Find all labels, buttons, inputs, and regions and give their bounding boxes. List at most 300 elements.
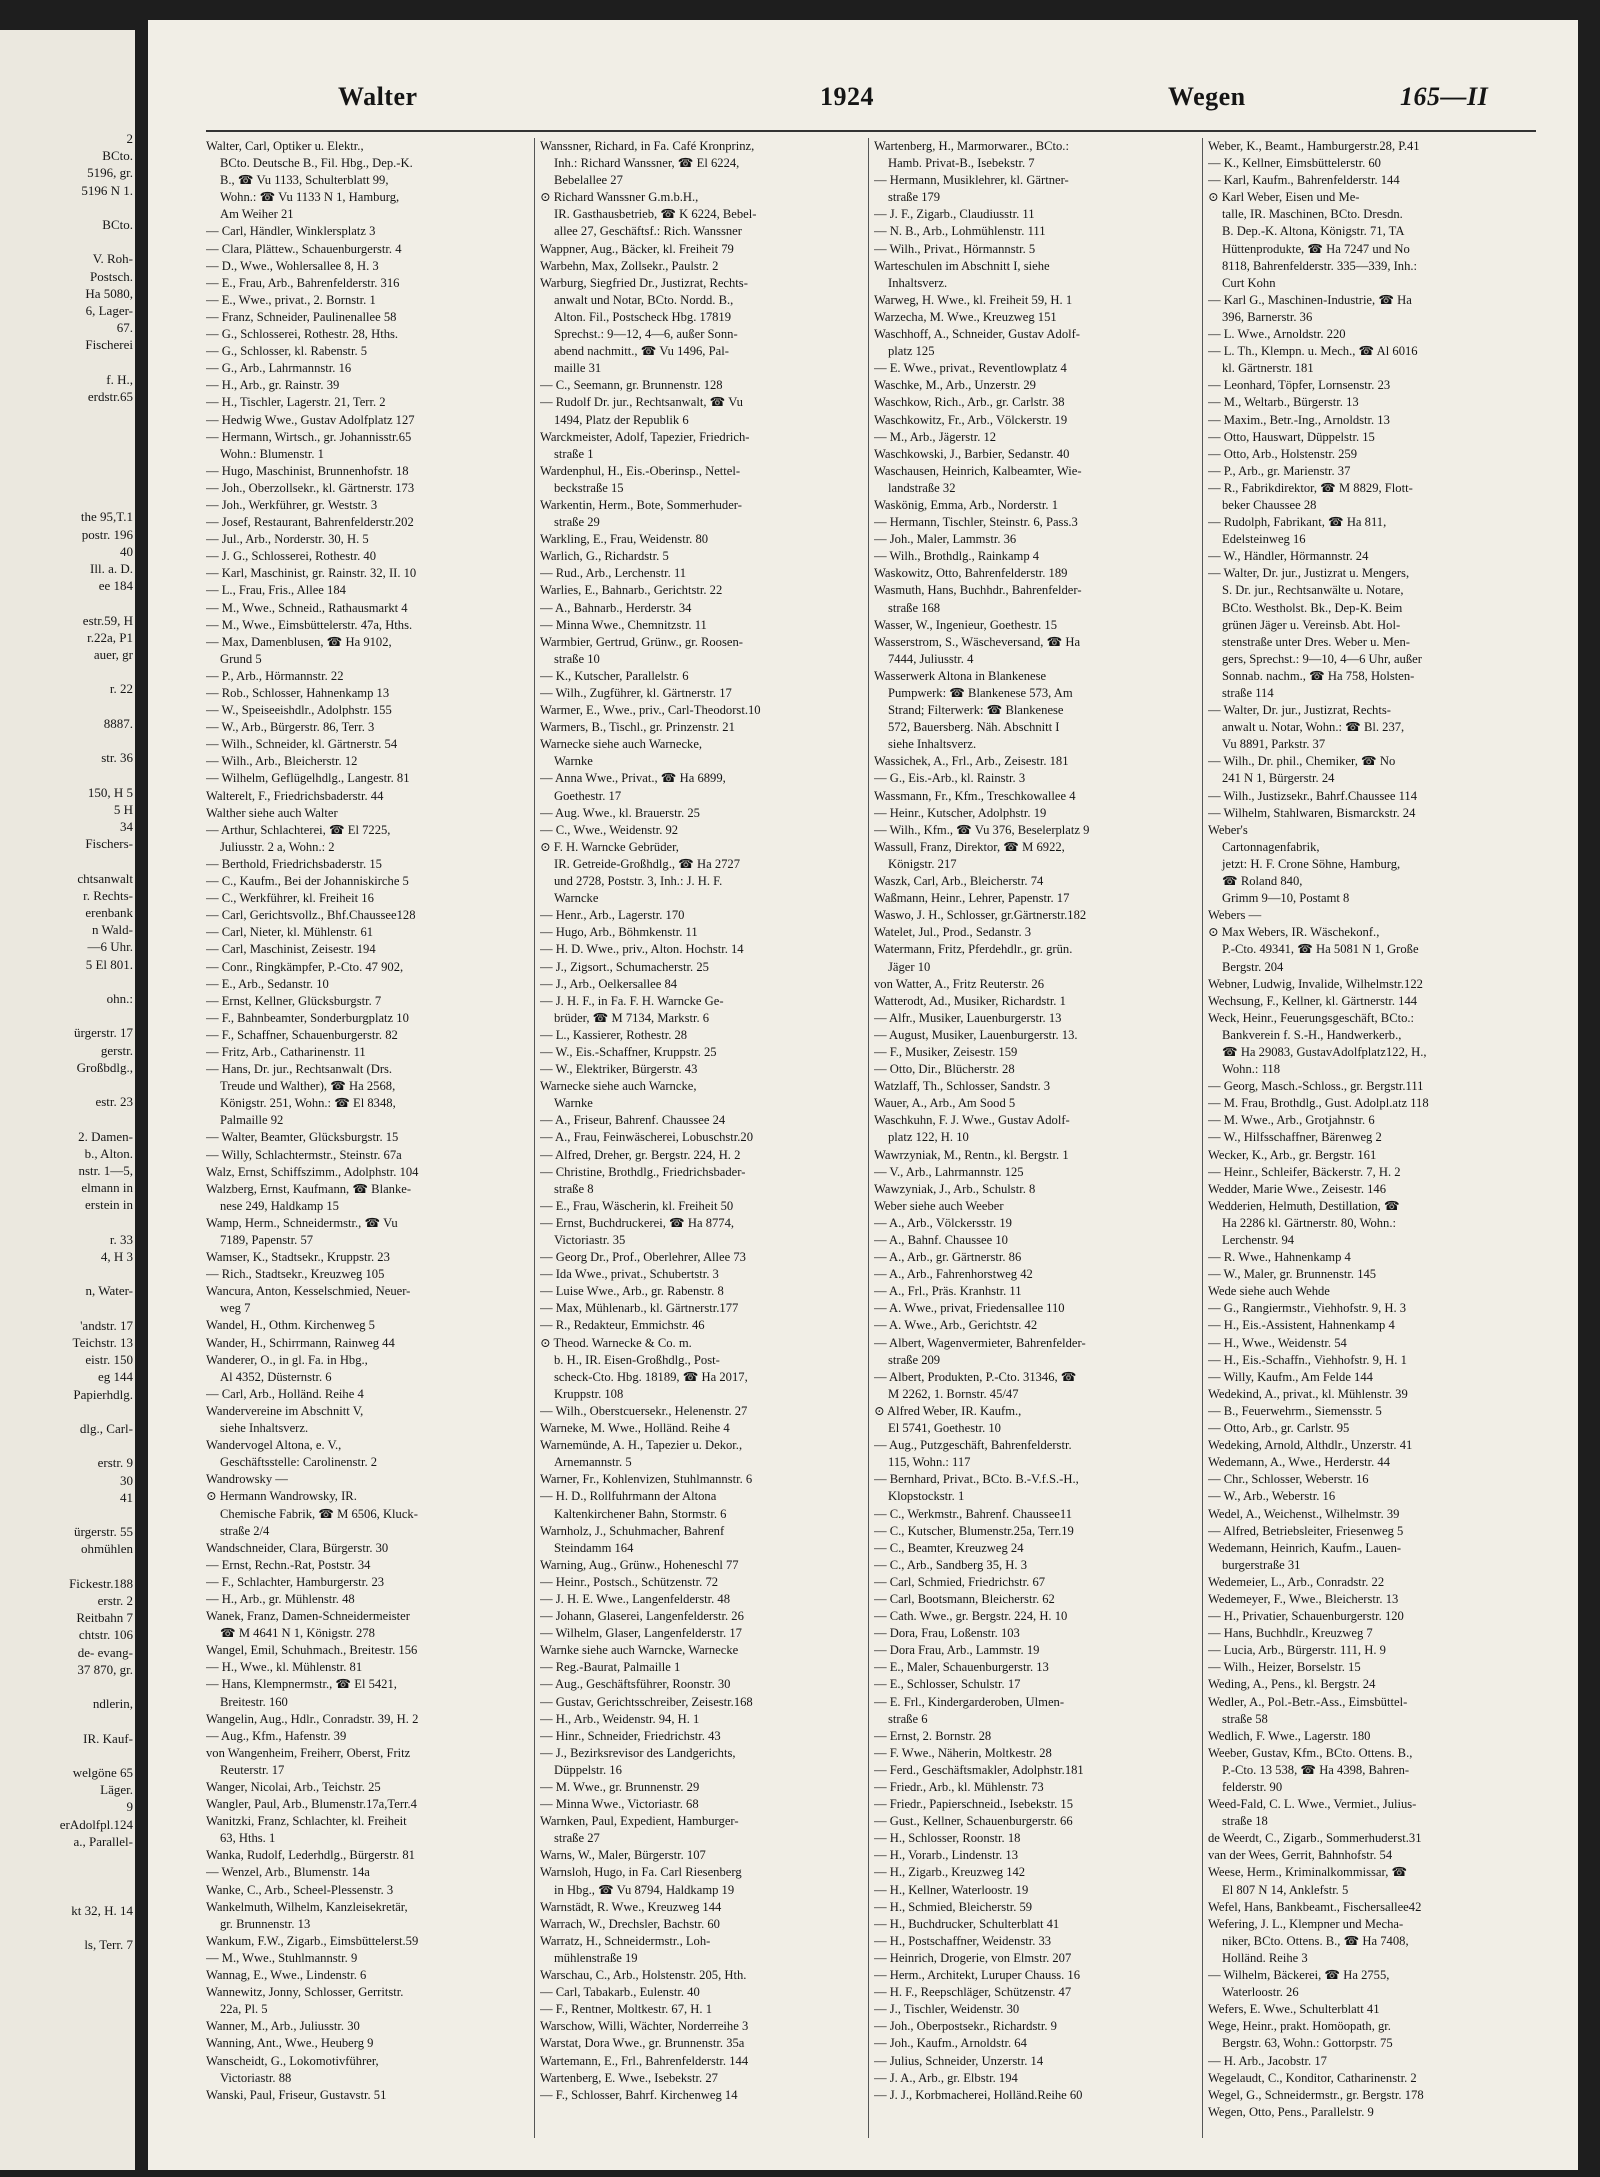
column-3 — [874, 138, 1196, 2138]
directory-entry: — H., Schlosser, Roonstr. 18 — [874, 1831, 1021, 1846]
directory-entry: — Luise Wwe., Arb., gr. Rabenstr. 8 — [540, 1284, 724, 1299]
directory-entry: — Reg.-Baurat, Palmaille 1 — [540, 1660, 681, 1675]
directory-entry: — Hans, Klempnermstr., ☎ El 5421, — [206, 1677, 397, 1692]
directory-entry: Warnholz, J., Schuhmacher, Bahrenf — [540, 1523, 725, 1538]
fragment-line: Teichstr. 13 — [72, 1335, 133, 1350]
directory-entry: Wasserwerk Altona in Blankenese — [874, 668, 1047, 683]
directory-entry: — F., Schlosser, Bahrf. Kirchenweg 14 — [540, 2087, 738, 2102]
directory-entry: — Carl, Nieter, kl. Mühlenstr. 61 — [206, 925, 374, 940]
directory-entry: Waterloostr. 26 — [1222, 1985, 1299, 2000]
directory-entry: — G., Eis.-Arb., kl. Rainstr. 3 — [874, 771, 1026, 786]
directory-entry: — Albert, Produkten, P.-Cto. 31346, ☎ — [874, 1369, 1077, 1384]
directory-entry: — Lucia, Arb., Bürgerstr. 111, H. 9 — [1208, 1643, 1386, 1658]
directory-entry: El 5741, Goethestr. 10 — [888, 1421, 1001, 1436]
directory-entry: — Rud., Arb., Lerchenstr. 11 — [540, 566, 687, 581]
directory-entry: — M. Frau, Brothdlg., Gust. Adolpl.atz 118 — [1208, 1096, 1429, 1111]
fragment-line: 8887. — [103, 715, 133, 731]
directory-entry: — Jul., Arb., Norderstr. 30, H. 5 — [206, 532, 369, 547]
page-number: 165—II — [1400, 82, 1489, 111]
directory-entry: — Rich., Stadtsekr., Kreuzweg 105 — [206, 1267, 385, 1282]
directory-entry: Wankelmuth, Wilhelm, Kanzleisekretär, — [206, 1899, 408, 1914]
fragment-line: 30 — [120, 1472, 133, 1488]
fragment-line: 40 — [120, 543, 133, 559]
directory-entry: — Chr., Schlosser, Weberstr. 16 — [1208, 1472, 1369, 1487]
directory-entry: scheck-Cto. Hbg. 18189, ☎ Ha 2017, — [554, 1369, 748, 1384]
directory-entry: Wannag, E., Wwe., Lindenstr. 6 — [206, 1968, 367, 1983]
directory-entry: — A., Friseur, Bahrenf. Chaussee 24 — [540, 1113, 726, 1128]
directory-entry: — Joh., Werkführer, gr. Weststr. 3 — [206, 497, 378, 512]
directory-entry: Wappner, Aug., Bäcker, kl. Freiheit 79 — [540, 241, 734, 256]
directory-entry: Klopstockstr. 1 — [888, 1489, 965, 1504]
column-divider — [1202, 138, 1203, 2138]
directory-entry: ⊙ Hermann Wandrowsky, IR. — [206, 1489, 357, 1504]
directory-entry: Watelet, Jul., Prod., Sedanstr. 3 — [874, 925, 1032, 940]
directory-entry: in Hbg., ☎ Vu 8794, Haldkamp 19 — [554, 1882, 735, 1897]
directory-entry: — H., Eis.-Schaffn., Viehhofstr. 9, H. 1 — [1208, 1352, 1407, 1367]
directory-entry: Weber, K., Beamt., Hamburgerstr.28, P.41 — [1208, 139, 1420, 153]
directory-entry: — Ernst, Rechn.-Rat, Poststr. 34 — [206, 1557, 371, 1572]
fragment-line: erstr. 9 — [97, 1455, 133, 1471]
fragment-line: n Wald- — [92, 922, 133, 938]
fragment-line: 37 870, gr. — [77, 1661, 133, 1677]
fragment-line: erAdolfpl.124 — [59, 1816, 133, 1832]
directory-entry: Wanski, Paul, Friseur, Gustavstr. 51 — [206, 2087, 387, 2102]
directory-entry: Wawrzyniak, M., Rentn., kl. Bergstr. 1 — [874, 1147, 1069, 1162]
directory-entry: Warnecke siehe auch Warnecke, — [540, 737, 703, 752]
directory-entry: — Wilh., Justizsekr., Bahrf.Chaussee 114 — [1208, 788, 1418, 803]
directory-entry: El 807 N 14, Anklefstr. 5 — [1222, 1882, 1349, 1897]
directory-entry: Bergstr. 63, Wohn.: Gottorpstr. 75 — [1222, 2036, 1393, 2051]
fragment-line: dlg., Carl- — [79, 1421, 133, 1436]
directory-entry: Grimm 9—10, Postamt 8 — [1222, 891, 1350, 906]
directory-entry: 7444, Juliusstr. 4 — [888, 651, 974, 666]
directory-entry: Wefel, Hans, Bankbeamt., Fischersallee42 — [1208, 1899, 1422, 1914]
directory-entry: — Wilhelm, Stahlwaren, Bismarckstr. 24 — [1208, 805, 1416, 820]
directory-entry: Warnsloh, Hugo, in Fa. Carl Riesenberg — [540, 1865, 742, 1880]
fragment-line: gerstr. — [100, 1042, 133, 1058]
directory-entry: Wanscheidt, G., Lokomotivführer, — [206, 2053, 379, 2068]
directory-entry: — Maxim., Betr.-Ing., Arnoldstr. 13 — [1208, 412, 1390, 427]
directory-entry: — Aug., Putzgeschäft, Bahrenfelderstr. — [874, 1438, 1072, 1453]
directory-entry: — Heinr., Schleifer, Bäckerstr. 7, H. 2 — [1208, 1164, 1401, 1179]
directory-entry: Wanger, Nicolai, Arb., Teichstr. 25 — [206, 1780, 381, 1794]
directory-entry: Wamser, K., Stadtsekr., Kruppstr. 23 — [206, 1250, 390, 1265]
fragment-line: chtstr. 106 — [78, 1627, 133, 1643]
fragment-line: Fickestr.188 — [69, 1575, 133, 1591]
directory-entry: 572, Bauersberg. Näh. Abschnitt I — [888, 720, 1060, 735]
directory-entry: Waskönig, Emma, Arb., Norderstr. 1 — [874, 497, 1059, 512]
directory-entry: — Hugo, Maschinist, Brunnenhofstr. 18 — [206, 463, 409, 478]
fragment-line: 34 — [120, 819, 133, 834]
directory-entry: — Walter, Dr. jur., Justizrat, Rechts- — [1208, 703, 1391, 718]
directory-entry: — H., Arb., Weidenstr. 94, H. 1 — [540, 1711, 700, 1726]
directory-entry: — Cath. Wwe., gr. Bergstr. 224, H. 10 — [874, 1609, 1068, 1624]
fragment-line: Ha 5080, — [85, 285, 133, 301]
directory-entry: Wedemann, Heinrich, Kaufm., Lauen- — [1208, 1540, 1402, 1555]
directory-entry: — Hermann, Musiklehrer, kl. Gärtner- — [874, 173, 1069, 188]
directory-entry: — E. Frl., Kindergarderoben, Ulmen- — [874, 1694, 1065, 1709]
directory-entry: Wanka, Rudolf, Lederhdlg., Bürgerstr. 81 — [206, 1848, 415, 1863]
directory-entry: — Hinr., Schneider, Friedrichstr. 43 — [540, 1728, 721, 1743]
directory-entry: und 2728, Poststr. 3, Inh.: J. H. F. — [554, 874, 723, 889]
directory-entry: Wedekind, A., privat., kl. Mühlenstr. 39 — [1208, 1386, 1408, 1401]
fragment-line: estr.59, H — [82, 612, 133, 628]
directory-entry: Waswo, J. H., Schlosser, gr.Gärtnerstr.182 — [874, 908, 1087, 923]
directory-entry: — C., Kutscher, Blumenstr.25a, Terr.19 — [874, 1523, 1074, 1538]
directory-entry: Warlich, G., Richardstr. 5 — [540, 549, 669, 564]
directory-entry: — M., Weltarb., Bürgerstr. 13 — [1208, 395, 1359, 410]
directory-entry: — H., Arb., gr. Mühlenstr. 48 — [206, 1591, 355, 1606]
directory-entry: — Berthold, Friedrichsbaderstr. 15 — [206, 856, 382, 871]
directory-entry: — J., Bezirksrevisor des Landgerichts, — [540, 1745, 736, 1760]
directory-entry: b. H., IR. Eisen-Großhdlg., Post- — [554, 1352, 720, 1367]
directory-entry: Wechsung, F., Kellner, kl. Gärtnerstr. 144 — [1208, 993, 1418, 1008]
directory-entry: talle, IR. Maschinen, BCto. Dresdn. — [1222, 207, 1403, 222]
directory-entry: Wassmann, Fr., Kfm., Treschkowallee 4 — [874, 788, 1076, 803]
directory-entry: platz 125 — [888, 344, 935, 359]
directory-entry: Wandschneider, Clara, Bürgerstr. 30 — [206, 1540, 389, 1555]
directory-entry: Weber's — [1208, 822, 1248, 837]
directory-entry: Wede siehe auch Wehde — [1208, 1284, 1330, 1299]
directory-entry: Warlies, E., Bahnarb., Gerichtstr. 22 — [540, 583, 723, 598]
directory-entry: — J. H. E. Wwe., Langenfelderstr. 48 — [540, 1591, 731, 1606]
directory-entry: — Anna Wwe., Privat., ☎ Ha 6899, — [540, 771, 726, 786]
directory-entry: — W., Händler, Hörmannstr. 24 — [1208, 549, 1369, 564]
directory-entry: — Hedwig Wwe., Gustav Adolfplatz 127 — [206, 412, 415, 427]
directory-entry: — Aug., Geschäftsführer, Roonstr. 30 — [540, 1677, 731, 1692]
directory-entry: Wefering, J. L., Klempner und Mecha- — [1208, 1916, 1404, 1931]
directory-entry: Waßmann, Heinr., Lehrer, Papenstr. 17 — [874, 891, 1070, 906]
directory-entry: — L., Kassierer, Rothestr. 28 — [540, 1027, 688, 1042]
directory-entry: — Johann, Glaserei, Langenfelderstr. 26 — [540, 1609, 744, 1624]
fragment-line: ürgerstr. 17 — [74, 1025, 133, 1041]
directory-entry: Waschke, M., Arb., Unzerstr. 29 — [874, 378, 1036, 393]
directory-entry: Warstat, Dora Wwe., gr. Brunnenstr. 35a — [540, 2036, 745, 2051]
directory-entry: Sprechst.: 9—12, 4—6, außer Sonn- — [554, 327, 738, 342]
fragment-line: 6, Lager- — [85, 303, 133, 318]
directory-entry: Geschäftsstelle: Carolinenstr. 2 — [220, 1455, 378, 1470]
directory-entry: Königstr. 217 — [888, 856, 957, 871]
directory-entry: — Wilhelm, Bäckerei, ☎ Ha 2755, — [1208, 1968, 1390, 1983]
fragment-line: —6 Uhr. — [87, 939, 133, 955]
directory-entry: — Friedr., Papierschneid., Isebekstr. 15 — [874, 1797, 1074, 1812]
directory-entry: — J. J., Korbmacherei, Holländ.Reihe 60 — [874, 2087, 1083, 2102]
directory-entry: — Alfred, Betriebsleiter, Friesenweg 5 — [1208, 1523, 1404, 1538]
directory-entry: — H., Schmied, Bleicherstr. 59 — [874, 1899, 1033, 1914]
fragment-line: IR. Kauf- — [83, 1730, 133, 1746]
directory-entry: Warneke, M. Wwe., Holländ. Reihe 4 — [540, 1421, 730, 1436]
directory-entry: — J. G., Schlosserei, Rothestr. 40 — [206, 549, 377, 564]
directory-entry: S. Dr. jur., Rechtsanwälte u. Notare, — [1222, 583, 1404, 598]
directory-entry: — Ernst, Kellner, Glücksburgstr. 7 — [206, 993, 382, 1008]
directory-entry: ⊙ Theod. Warnecke & Co. m. — [540, 1335, 692, 1350]
fragment-line: a., Parallel- — [73, 1833, 133, 1849]
directory-entry: straße 1 — [554, 446, 594, 461]
directory-entry: — Conr., Ringkämpfer, P.-Cto. 47 902, — [206, 959, 404, 974]
directory-entry: ⊙ Karl Weber, Eisen und Me- — [1208, 190, 1360, 205]
fragment-line: Reitbahn 7 — [76, 1610, 133, 1626]
directory-entry: Wartenberg, E. Wwe., Isebekstr. 27 — [540, 2070, 718, 2085]
directory-entry: — R., Redakteur, Emmichstr. 46 — [540, 1318, 705, 1333]
directory-entry: — Max, Damenblusen, ☎ Ha 9102, — [206, 634, 392, 649]
column-4 — [1208, 138, 1530, 2138]
directory-entry: Hamb. Privat-B., Isebekstr. 7 — [888, 156, 1035, 171]
directory-entry: — G., Schlosserei, Rothestr. 28, Hths. — [206, 327, 399, 342]
directory-entry: Goethestr. 17 — [554, 788, 622, 803]
directory-entry: Wohn.: 118 — [1222, 1062, 1280, 1077]
directory-entry: — H., Tischler, Lagerstr. 21, Terr. 2 — [206, 395, 386, 410]
directory-entry: Watterodt, Ad., Musiker, Richardstr. 1 — [874, 993, 1066, 1008]
directory-entry: — R. Wwe., Hahnenkamp 4 — [1208, 1250, 1351, 1265]
directory-entry: — Bernhard, Privat., BCto. B.-V.f.S.-H., — [874, 1472, 1079, 1487]
directory-entry: — Karl G., Maschinen-Industrie, ☎ Ha — [1208, 292, 1412, 307]
directory-entry: — Wilh., Zugführer, kl. Gärtnerstr. 17 — [540, 686, 732, 700]
directory-entry: Waschkowski, J., Barbier, Sedanstr. 40 — [874, 446, 1070, 461]
directory-entry: von Wangenheim, Freiherr, Oberst, Fritz — [206, 1745, 411, 1760]
directory-entry: — W., Arb., Weberstr. 16 — [1208, 1489, 1336, 1504]
directory-entry: — Henr., Arb., Lagerstr. 170 — [540, 908, 685, 923]
directory-entry: — F., Bahnbeamter, Sonderburgplatz 10 — [206, 1010, 409, 1025]
fragment-line: Postsch. — [90, 268, 133, 284]
directory-entry: beker Chaussee 28 — [1222, 497, 1317, 512]
directory-entry: — Arthur, Schlachterei, ☎ El 7225, — [206, 822, 391, 837]
directory-entry: — J. H. F., in Fa. F. H. Warncke Ge- — [540, 993, 724, 1008]
directory-entry: Wecker, K., Arb., gr. Bergstr. 161 — [1208, 1147, 1377, 1162]
directory-entry: B., ☎ Vu 1133, Schulterblatt 99, — [220, 173, 389, 188]
directory-entry: maille 31 — [554, 361, 602, 376]
directory-entry: — Joh., Oberpostsekr., Richardstr. 9 — [874, 2019, 1057, 2034]
directory-entry: Wanning, Ant., Wwe., Heuberg 9 — [206, 2036, 374, 2051]
directory-entry: — J., Arb., Oelkersallee 84 — [540, 976, 678, 991]
directory-entry: Warnecke siehe auch Warncke, — [540, 1079, 697, 1094]
directory-entry: — A., Frl., Präs. Kranhstr. 11 — [874, 1284, 1022, 1299]
directory-entry: — H., Postschaffner, Weidenstr. 33 — [874, 1933, 1052, 1948]
directory-entry: — E., Maler, Schauenburgerstr. 13 — [874, 1660, 1049, 1675]
directory-entry: — Otto, Hauswart, Düppelstr. 15 — [1208, 429, 1375, 444]
directory-entry: Kaltenkirchener Bahn, Stormstr. 6 — [554, 1506, 727, 1521]
fragment-line: ohmühlen — [81, 1541, 133, 1557]
fragment-line: de- evang- — [77, 1644, 133, 1660]
directory-entry: — Willy, Kaufm., Am Felde 144 — [1208, 1369, 1373, 1384]
directory-entry: — E., Wwe., privat., 2. Bornstr. 1 — [206, 292, 376, 307]
directory-entry: Palmaille 92 — [220, 1113, 284, 1128]
directory-entry: — H., Privatier, Schauenburgerstr. 120 — [1208, 1609, 1404, 1624]
directory-entry: Königstr. 251, Wohn.: ☎ El 8348, — [220, 1096, 396, 1111]
directory-entry: Warnke — [554, 754, 593, 769]
directory-entry: Wawzyniak, J., Arb., Schulstr. 8 — [874, 1181, 1036, 1196]
directory-entry: — F., Schaffner, Schauenburgerstr. 82 — [206, 1027, 398, 1042]
directory-entry: Wassichek, A., Frl., Arb., Zeisestr. 181 — [874, 754, 1069, 769]
directory-entry: straße 209 — [888, 1352, 941, 1367]
directory-entry: — Carl, Händler, Winklersplatz 3 — [206, 224, 376, 239]
directory-entry: Wandervereine im Abschnitt V, — [206, 1403, 364, 1418]
directory-entry: Al 4352, Düsternstr. 6 — [220, 1369, 332, 1384]
fragment-line: 2 — [126, 131, 133, 146]
directory-entry: Warzecha, M. Wwe., Kreuzweg 151 — [874, 309, 1057, 324]
directory-entry: — Wilhelm, Glaser, Langenfelderstr. 17 — [540, 1626, 742, 1641]
directory-entry: Grund 5 — [220, 651, 262, 666]
directory-entry: Victoriastr. 88 — [220, 2070, 292, 2085]
directory-entry: Düppelstr. 16 — [554, 1762, 622, 1777]
directory-entry: Arnemannstr. 5 — [554, 1455, 632, 1470]
directory-entry: — Dora, Frau, Loßenstr. 103 — [874, 1626, 1020, 1641]
directory-entry: — Carl, Bootsmann, Bleicherstr. 62 — [874, 1591, 1055, 1606]
directory-entry: — L. Th., Klempn. u. Mech., ☎ Al 6016 — [1208, 344, 1418, 359]
directory-entry: — Christine, Brothdlg., Friedrichsbader- — [540, 1164, 746, 1179]
directory-entry: Wanderer, O., in gl. Fa. in Hbg., — [206, 1352, 368, 1367]
directory-entry: mühlenstraße 19 — [554, 1950, 638, 1965]
directory-entry: Warburg, Siegfried Dr., Justizrat, Rechts- — [540, 275, 748, 290]
fragment-line: r. 33 — [109, 1231, 133, 1247]
directory-entry: — Wilh., Brothdlg., Rainkamp 4 — [874, 549, 1040, 564]
directory-entry: Wassull, Franz, Direktor, ☎ M 6922, — [874, 839, 1065, 854]
directory-page — [148, 20, 1578, 2170]
directory-entry: — Ferd., Geschäftsmakler, Adolphstr.181 — [874, 1762, 1084, 1777]
fragment-line: 150, H 5 — [87, 784, 133, 800]
directory-entry: Wangler, Paul, Arb., Blumenstr.17a,Terr.4 — [206, 1797, 417, 1812]
directory-entry: — Carl, Maschinist, Zeisestr. 194 — [206, 942, 376, 957]
fragment-line: erdstr.65 — [87, 389, 133, 404]
directory-entry: Ha 2286 kl. Gärtnerstr. 80, Wohn.: — [1222, 1215, 1396, 1230]
directory-entry: — F., Schlachter, Hamburgerstr. 23 — [206, 1574, 385, 1589]
directory-entry: anwalt u. Notar, Wohn.: ☎ Bl. 237, — [1222, 720, 1405, 735]
directory-entry: Weeber, Gustav, Kfm., BCto. Ottens. B., — [1208, 1745, 1413, 1760]
directory-entry: Wedemann, A., Wwe., Herderstr. 44 — [1208, 1455, 1391, 1470]
directory-entry: — Clara, Plättew., Schauenburgerstr. 4 — [206, 241, 402, 256]
directory-entry: Warkentin, Herm., Bote, Sommerhuder- — [540, 497, 742, 512]
directory-entry: — Alfr., Musiker, Lauenburgerstr. 13 — [874, 1010, 1062, 1025]
fragment-line: Läger. — [100, 1782, 133, 1798]
directory-entry: P.-Cto. 13 538, ☎ Ha 4398, Bahren- — [1222, 1762, 1410, 1777]
directory-entry: — Heinr., Kutscher, Adolphstr. 19 — [874, 805, 1047, 820]
directory-entry: abend nachmitt., ☎ Vu 1496, Pal- — [554, 344, 729, 359]
directory-entry: — Rob., Schlosser, Hahnenkamp 13 — [206, 686, 390, 700]
directory-entry: Inh.: Richard Wanssner, ☎ El 6224, — [554, 156, 740, 171]
directory-entry: siehe Inhaltsverz. — [220, 1421, 309, 1436]
fragment-line: 41 — [120, 1489, 133, 1505]
directory-entry: Wedemeyer, F., Wwe., Bleicherstr. 13 — [1208, 1591, 1399, 1606]
directory-entry: — A., Arb., Völckersstr. 19 — [874, 1215, 1012, 1230]
directory-entry: Wedlich, F. Wwe., Lagerstr. 180 — [1208, 1728, 1371, 1743]
directory-entry: Wasmuth, Hans, Buchhdr., Bahrenfelder- — [874, 583, 1082, 598]
fragment-line: f. H., — [106, 371, 133, 387]
directory-entry: Wannewitz, Jonny, Schlosser, Gerritstr. — [206, 1985, 404, 2000]
directory-entry: — Carl, Gerichtsvollz., Bhf.Chaussee128 — [206, 908, 416, 923]
directory-entry: — W., Speiseeishdlr., Adolphstr. 155 — [206, 703, 392, 718]
fragment-line: 2. Damen- — [78, 1128, 133, 1144]
directory-entry: — C., Arb., Sandberg 35, H. 3 — [874, 1557, 1027, 1572]
directory-entry: — W., Elektriker, Bürgerstr. 43 — [540, 1062, 698, 1077]
directory-entry: Wancura, Anton, Kesselschmied, Neuer- — [206, 1284, 411, 1299]
directory-entry: — Hans, Buchhdlr., Kreuzweg 7 — [1208, 1626, 1373, 1641]
directory-entry: Wamp, Herm., Schneidermstr., ☎ Vu — [206, 1215, 398, 1230]
directory-entry: Waschausen, Heinrich, Kalbeamter, Wie- — [874, 463, 1082, 478]
directory-entry: — Minna Wwe., Victoriastr. 68 — [540, 1797, 699, 1812]
directory-entry: — H., Wwe., kl. Mühlenstr. 81 — [206, 1660, 363, 1675]
directory-entry: Warmbier, Gertrud, Grünw., gr. Roosen- — [540, 634, 743, 649]
fragment-line: BCto. — [102, 148, 133, 164]
directory-entry: — Wilhelm, Geflügelhdlg., Langestr. 81 — [206, 771, 410, 786]
directory-entry: Wedler, A., Pol.-Betr.-Ass., Eimsbüttel- — [1208, 1694, 1408, 1709]
directory-entry: Warncke — [554, 891, 599, 906]
directory-entry: van der Wees, Gerrit, Bahnhofstr. 54 — [1208, 1848, 1393, 1863]
directory-entry: Walter, Carl, Optiker u. Elektr., — [206, 139, 364, 153]
directory-entry: BCto. Deutsche B., Fil. Hbg., Dep.-K. — [220, 156, 413, 171]
directory-entry: Wanek, Franz, Damen-Schneidermeister — [206, 1609, 410, 1624]
directory-entry: — Ida Wwe., privat., Schubertstr. 3 — [540, 1267, 719, 1282]
directory-entry: ☎ M 4641 N 1, Königstr. 278 — [220, 1626, 375, 1641]
directory-entry: — Wilh., Heizer, Borselstr. 15 — [1208, 1660, 1361, 1675]
directory-entry: — M., Wwe., Eimsbüttelerstr. 47a, Hths. — [206, 617, 413, 632]
directory-entry: 7189, Papenstr. 57 — [220, 1233, 314, 1247]
directory-entry: Treude und Walther), ☎ Ha 2568, — [220, 1079, 396, 1094]
directory-entry: — H. D. Wwe., priv., Alton. Hochstr. 14 — [540, 942, 744, 957]
directory-entry: Walterelt, F., Friedrichsbaderstr. 44 — [206, 788, 384, 803]
directory-entry: nese 249, Haldkamp 15 — [220, 1198, 339, 1213]
directory-entry: Warbehn, Max, Zollsekr., Paulstr. 2 — [540, 258, 719, 273]
directory-entry: — Wilh., Dr. phil., Chemiker, ☎ No — [1208, 754, 1396, 769]
directory-entry: straße 2/4 — [220, 1523, 270, 1538]
directory-entry: Wartenberg, H., Marmorwarer., BCto.: — [874, 139, 1069, 153]
directory-entry: — Georg Dr., Prof., Oberlehrer, Allee 73 — [540, 1250, 746, 1265]
directory-entry: — Herm., Architekt, Luruper Chauss. 16 — [874, 1968, 1081, 1983]
directory-entry: — Karl, Kaufm., Bahrenfelderstr. 144 — [1208, 173, 1400, 188]
directory-entry: Waschkuhn, F. J. Wwe., Gustav Adolf- — [874, 1113, 1070, 1128]
directory-entry: — L. Wwe., Arnoldstr. 220 — [1208, 327, 1346, 342]
directory-entry: — C., Werkmstr., Bahrenf. Chaussee11 — [874, 1506, 1073, 1521]
fragment-line: n, Water- — [85, 1283, 133, 1299]
directory-entry: — Aug., Kfm., Hafenstr. 39 — [206, 1728, 347, 1743]
directory-entry: ⊙ Alfred Weber, IR. Kaufm., — [874, 1403, 1022, 1418]
directory-entry: — V., Arb., Lahrmannstr. 125 — [874, 1164, 1024, 1179]
directory-entry: — Dora Frau, Arb., Lammstr. 19 — [874, 1643, 1040, 1658]
directory-entry: Waschhoff, A., Schneider, Gustav Adolf- — [874, 327, 1081, 342]
fragment-line: 'andstr. 17 — [80, 1317, 133, 1333]
directory-entry: P.-Cto. 49341, ☎ Ha 5081 N 1, Große — [1222, 942, 1419, 957]
directory-entry: Jäger 10 — [888, 959, 931, 974]
directory-entry: — Gust., Kellner, Schauenburgerstr. 66 — [874, 1814, 1073, 1829]
directory-entry: 1494, Platz der Republik 6 — [554, 412, 689, 427]
header-rule — [206, 130, 1536, 132]
directory-entry: — H., Vorarb., Lindenstr. 13 — [874, 1848, 1019, 1863]
directory-entry: Warkling, E., Frau, Weidenstr. 80 — [540, 532, 709, 547]
directory-entry: — Ernst, 2. Bornstr. 28 — [874, 1728, 992, 1743]
directory-entry: Wandrowsky — — [206, 1472, 288, 1487]
directory-entry: Bankverein f. S.-H., Handwerkerb., — [1222, 1027, 1402, 1042]
fragment-line: eg 144 — [97, 1369, 133, 1385]
directory-entry: — Georg, Masch.-Schloss., gr. Bergstr.111 — [1208, 1079, 1424, 1094]
directory-entry: Wander, H., Schirrmann, Rainweg 44 — [206, 1335, 395, 1350]
fragment-line: r. 22 — [109, 681, 133, 697]
fragment-line: ndlerin, — [92, 1696, 133, 1712]
directory-entry: ⊙ F. H. Warncke Gebrüder, — [540, 839, 679, 854]
directory-entry: — Joh., Kaufm., Arnoldstr. 64 — [874, 2036, 1027, 2051]
directory-entry: — M. Wwe., Arb., Grotjahnstr. 6 — [1208, 1113, 1375, 1128]
directory-entry: Warckmeister, Adolf, Tapezier, Friedrich- — [540, 429, 750, 444]
directory-entry: — E., Schlosser, Schulstr. 17 — [874, 1677, 1021, 1692]
directory-entry: Wanner, M., Arb., Juliusstr. 30 — [206, 2019, 360, 2034]
directory-entry: Wedder, Marie Wwe., Zeisestr. 146 — [1208, 1181, 1387, 1196]
directory-entry: — F., Musiker, Zeisestr. 159 — [874, 1044, 1018, 1059]
fragment-line: 4, H 3 — [100, 1249, 133, 1264]
directory-entry: — Alfred, Dreher, gr. Bergstr. 224, H. 2 — [540, 1147, 741, 1162]
directory-entry: — Minna Wwe., Chemnitzstr. 11 — [540, 617, 707, 632]
directory-entry: ☎ Ha 29083, GustavAdolfplatz122, H., — [1222, 1044, 1427, 1059]
directory-entry: Weck, Heinr., Feuerungsgeschäft, BCto.: — [1208, 1010, 1415, 1025]
directory-entry: — J. A., Arb., gr. Elbstr. 194 — [874, 2070, 1018, 2085]
directory-entry: Am Weiher 21 — [220, 207, 294, 222]
directory-entry: allee 27, Geschäftsf.: Rich. Wanssner — [554, 224, 742, 239]
